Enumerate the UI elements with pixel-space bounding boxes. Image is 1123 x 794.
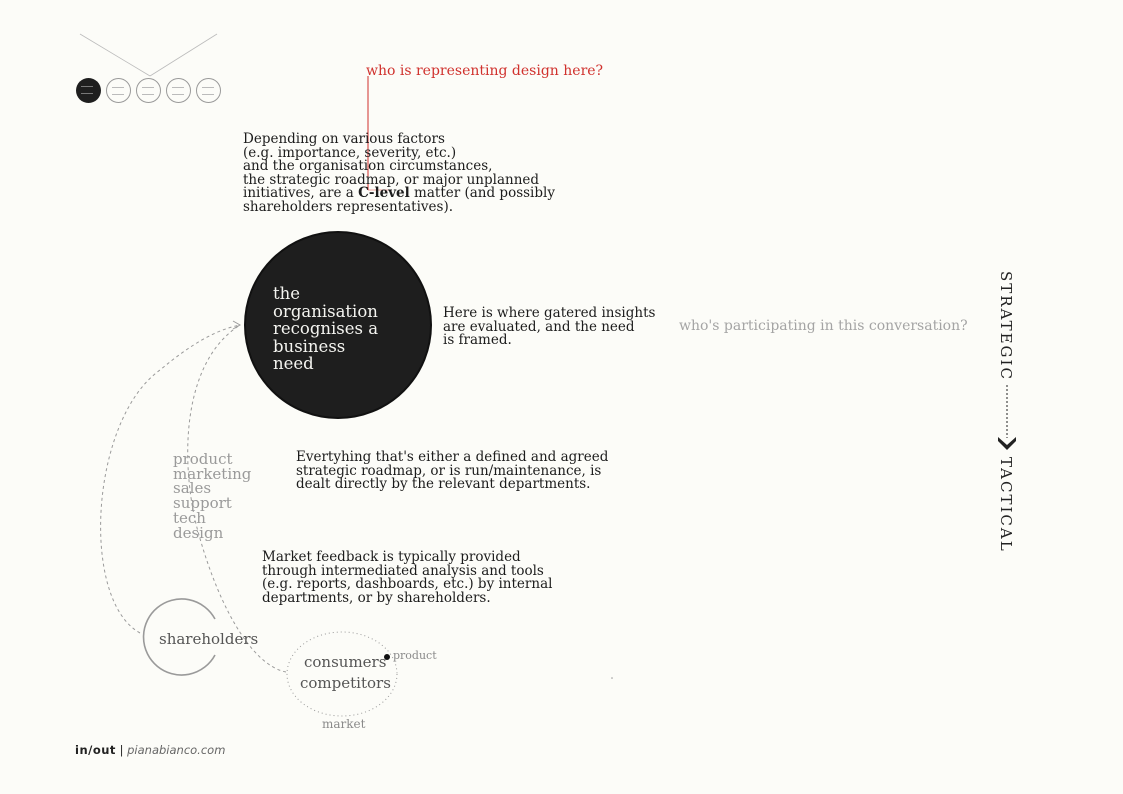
node-line-3: recognises a — [273, 319, 379, 338]
node-line-1: the — [273, 284, 301, 303]
clevel-line-2: (e.g. importance, severity, etc.) — [243, 144, 457, 161]
question-participants: who's participating in this conversation? — [679, 318, 968, 334]
shareholders-node[interactable]: shareholders — [159, 630, 259, 648]
market-consumers: consumers — [304, 653, 387, 671]
need-line-1: Here is where gatered insights — [443, 305, 656, 321]
clevel-highlight: C-level — [358, 185, 410, 201]
roadmap-paragraph — [296, 451, 608, 492]
need-line-2: are evaluated, and the need — [443, 318, 635, 335]
strategic-axis-label: STRATEGIC — [997, 271, 1015, 381]
department-marketing: marketing — [173, 464, 252, 483]
footer-brand: in/out — [75, 743, 116, 757]
market-label: market — [322, 717, 366, 731]
question-design-representation: who is representing design here? — [366, 63, 604, 79]
nav-step-2-button[interactable] — [106, 78, 131, 103]
footer — [75, 743, 225, 757]
clevel-line-3: and the organisation circumstances, — [243, 158, 493, 174]
clevel-line-5-post: matter (and possibly — [409, 185, 555, 201]
clevel-line-6: shareholders representatives). — [243, 198, 454, 215]
need-line-3: is framed. — [443, 332, 512, 348]
clevel-paragraph — [243, 133, 555, 214]
nav-step-4-button[interactable] — [166, 78, 191, 103]
department-tech: tech — [173, 508, 206, 527]
feedback-paragraph — [262, 551, 552, 605]
node-line-2: organisation — [273, 301, 378, 321]
market-product-label: product — [393, 649, 437, 662]
nav-step-5-button[interactable] — [196, 78, 221, 103]
node-line-5: need — [273, 354, 314, 373]
department-product: product — [173, 450, 233, 468]
need-framing-paragraph — [443, 307, 655, 348]
department-support: support — [173, 494, 232, 513]
feedback-line-1: Market feedback is typically provided — [262, 549, 521, 565]
clevel-line-1: Depending on various factors — [243, 131, 445, 147]
clevel-line-4: the strategic roadmap, or major unplanned — [243, 171, 540, 188]
nav-step-3-button[interactable] — [136, 78, 161, 103]
tactical-axis-label: TACTICAL — [997, 457, 1015, 553]
roadmap-line-1: Evertyhing that's either a defined and agreed — [296, 449, 609, 465]
footer-separator: | — [119, 743, 124, 757]
nav-step-1-button[interactable] — [76, 78, 101, 103]
market-competitors: competitors — [300, 674, 391, 692]
feedback-line-4: departments, or by shareholders. — [262, 589, 491, 606]
feedback-line-2: through intermediated analysis and tools — [262, 562, 544, 579]
roadmap-line-2: strategic roadmap, or is run/maintenance, is — [296, 462, 602, 479]
node-line-4: business — [273, 336, 346, 356]
departments-list — [173, 452, 251, 540]
department-design: design — [173, 523, 224, 542]
footer-site-link[interactable]: pianabianco.com — [127, 743, 226, 757]
department-sales: sales — [173, 479, 212, 498]
feedback-line-3: (e.g. reports, dashboards, etc.) by internal — [262, 576, 553, 592]
clevel-line-5-pre: initiatives, are a — [243, 185, 359, 201]
organisation-node-label — [273, 285, 378, 373]
roadmap-line-3: dealt directly by the relevant departments. — [296, 476, 591, 492]
